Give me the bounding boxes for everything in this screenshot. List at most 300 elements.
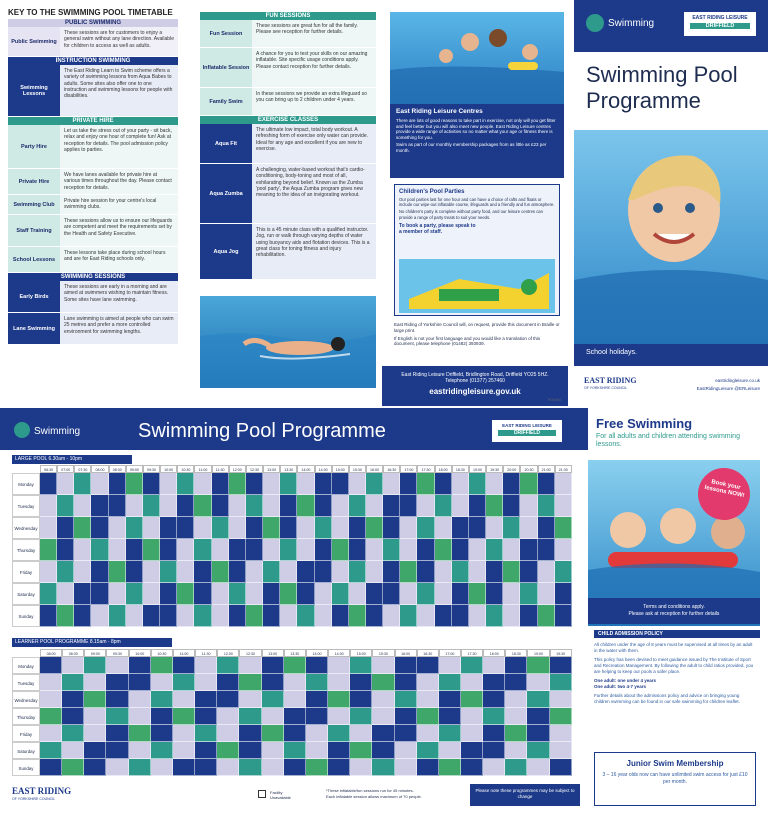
large-pool-time-0800: 08:00 bbox=[91, 465, 108, 473]
cover-er-logo: EAST RIDING bbox=[584, 376, 637, 385]
large-pool-row-wednesday bbox=[12, 517, 572, 539]
learner-pool-slot bbox=[284, 657, 306, 674]
learner-pool-slot bbox=[195, 742, 217, 759]
learner-pool-slot bbox=[527, 725, 549, 742]
key-row-school: School Lessons These lessons take place during school hours and are for East Riding schools only. bbox=[8, 247, 178, 273]
learner-pool-time-1930: 19:30 bbox=[550, 649, 572, 657]
large-pool-slot bbox=[109, 561, 126, 583]
large-pool-slot bbox=[315, 583, 332, 605]
cover-caption: School holidays. bbox=[574, 344, 768, 366]
sessions-header: SWIMMING SESSIONS bbox=[8, 273, 178, 281]
large-pool-day-label: Tuesday bbox=[12, 495, 40, 517]
party-text: Our pool parties last for one hour and can have a choice of rafts and floats or include our wipe-out inflatable course, lifeguards and a friendly and fun atmosphere. bbox=[399, 197, 555, 208]
large-pool-slot bbox=[452, 473, 469, 495]
large-pool-slot bbox=[280, 495, 297, 517]
large-pool-slot bbox=[143, 517, 160, 539]
fun-header: FUN SESSIONS bbox=[200, 12, 376, 20]
learner-pool-slot bbox=[284, 674, 306, 691]
learner-pool-slot bbox=[483, 742, 505, 759]
large-pool-time-1430: 14:30 bbox=[315, 465, 332, 473]
large-pool-slot bbox=[143, 583, 160, 605]
large-pool-slot bbox=[212, 605, 229, 627]
large-pool-time-1030: 10:30 bbox=[177, 465, 194, 473]
large-pool-slot bbox=[332, 561, 349, 583]
large-pool-slot bbox=[366, 473, 383, 495]
learner-pool-slot bbox=[306, 708, 328, 725]
large-pool-slot bbox=[40, 517, 57, 539]
large-pool-slot bbox=[263, 495, 280, 517]
learner-pool-time-1430: 14:30 bbox=[328, 649, 350, 657]
address-box bbox=[382, 366, 568, 406]
large-pool-slot bbox=[297, 473, 314, 495]
learner-pool-slot bbox=[527, 759, 549, 776]
large-pool-slot bbox=[40, 561, 57, 583]
learner-pool-slot bbox=[217, 742, 239, 759]
cover-web[interactable]: eastridingleisure.co.uk bbox=[715, 378, 760, 383]
large-pool-slot bbox=[555, 517, 572, 539]
learner-pool-slot bbox=[483, 691, 505, 708]
fun-row-family: Family Swim In these sessions we provide an extra lifeguard so you can bring up to 2 children under 4 years. bbox=[200, 88, 376, 116]
key-row-lessons: Swimming Lessons The East Riding Learn to Swim scheme offers a variety of swimming lessons from Aqua Babes to adults. Some sites also offer one to one instruction and swimming lessons for people with disabilities. bbox=[8, 65, 178, 117]
learner-pool-slot bbox=[328, 725, 350, 742]
learner-pool-time-0930: 09:30 bbox=[106, 649, 128, 657]
large-pool-slot bbox=[109, 473, 126, 495]
large-pool-slot bbox=[383, 605, 400, 627]
learner-pool-slot bbox=[62, 674, 84, 691]
website-link[interactable]: eastridingleisure.gov.uk bbox=[429, 387, 521, 396]
learner-pool-slot bbox=[151, 759, 173, 776]
large-pool-slot bbox=[486, 473, 503, 495]
learner-pool-slot bbox=[395, 657, 417, 674]
large-pool-time-1900: 19:00 bbox=[469, 465, 486, 473]
large-pool-slot bbox=[263, 561, 280, 583]
large-pool-slot bbox=[469, 583, 486, 605]
large-pool-slot bbox=[435, 495, 452, 517]
large-pool-slot bbox=[315, 539, 332, 561]
learner-pool-slot bbox=[84, 657, 106, 674]
learner-pool-slot bbox=[217, 657, 239, 674]
learner-pool-slot bbox=[395, 759, 417, 776]
large-pool-slot bbox=[74, 517, 91, 539]
large-pool-day-label: Wednesday bbox=[12, 517, 40, 539]
learner-pool-row-tuesday bbox=[12, 674, 572, 691]
large-pool-slot bbox=[57, 473, 74, 495]
large-pool-slot bbox=[503, 517, 520, 539]
large-pool-time-1600: 16:00 bbox=[366, 465, 383, 473]
learner-pool-row-friday bbox=[12, 725, 572, 742]
large-pool-slot bbox=[143, 495, 160, 517]
learner-pool-slot bbox=[151, 725, 173, 742]
learner-pool-slot bbox=[195, 674, 217, 691]
learner-pool-slot bbox=[151, 657, 173, 674]
learner-pool-slot bbox=[106, 759, 128, 776]
learner-pool-slot bbox=[262, 759, 284, 776]
large-pool-slot bbox=[503, 539, 520, 561]
learner-pool-slot bbox=[40, 691, 62, 708]
large-pool-slot bbox=[246, 561, 263, 583]
large-pool-slot bbox=[109, 539, 126, 561]
large-pool-slot bbox=[349, 605, 366, 627]
learner-pool-time-0800: 08:00 bbox=[40, 649, 62, 657]
learner-pool-slot bbox=[372, 674, 394, 691]
learner-pool-slot bbox=[195, 759, 217, 776]
large-pool-slot bbox=[74, 583, 91, 605]
swimmer-illustration bbox=[200, 296, 376, 388]
large-pool-slot bbox=[246, 605, 263, 627]
learner-pool-slot bbox=[461, 657, 483, 674]
learner-pool-day-label: Monday bbox=[12, 657, 40, 674]
large-pool-slot bbox=[126, 561, 143, 583]
fun-row-inflatable: Inflatable Session A chance for you to test your skills on our amazing inflatable. Site specific usage conditions apply. Please contact reception for further details. bbox=[200, 48, 376, 88]
large-pool-slot bbox=[486, 539, 503, 561]
learner-pool-slot bbox=[239, 759, 261, 776]
large-pool-slot bbox=[503, 605, 520, 627]
learner-pool-slot bbox=[306, 742, 328, 759]
large-pool-slot bbox=[417, 583, 434, 605]
large-pool-time-0730: 07:30 bbox=[74, 465, 91, 473]
learner-pool-slot bbox=[483, 759, 505, 776]
learner-pool-slot bbox=[350, 759, 372, 776]
large-pool-slot bbox=[297, 539, 314, 561]
learner-pool-slot bbox=[173, 708, 195, 725]
large-pool-slot bbox=[160, 561, 177, 583]
doc-code: PD1094 bbox=[548, 398, 561, 402]
large-pool-slot bbox=[109, 517, 126, 539]
learner-pool-slot bbox=[62, 657, 84, 674]
large-pool-slot bbox=[280, 539, 297, 561]
large-pool-time-1300: 13:00 bbox=[263, 465, 280, 473]
large-pool-slot bbox=[212, 495, 229, 517]
large-pool-slot bbox=[503, 495, 520, 517]
large-pool-slot bbox=[383, 561, 400, 583]
learner-pool-time-1330: 13:30 bbox=[284, 649, 306, 657]
learner-pool-slot bbox=[527, 674, 549, 691]
large-pool-slot bbox=[315, 473, 332, 495]
large-pool-slot bbox=[40, 605, 57, 627]
learner-pool-day-label: Wednesday bbox=[12, 691, 40, 708]
learner-pool-slot bbox=[550, 742, 572, 759]
free-title: Free Swimming bbox=[596, 416, 693, 431]
centres-text: There are lots of good reasons to take part in exercise, not only will you get fitter and feel better but you will also meet new people. East Riding Leisure centres provide a wide range of activities so no matter what your age or fitness there is something for you. bbox=[396, 118, 556, 140]
learner-pool-time-1800: 18:00 bbox=[483, 649, 505, 657]
learner-pool-slot bbox=[129, 657, 151, 674]
large-pool-slot bbox=[91, 605, 108, 627]
large-pool-slot bbox=[57, 495, 74, 517]
large-pool-row-saturday bbox=[12, 583, 572, 605]
cover bbox=[574, 0, 768, 406]
cover-social[interactable]: EastRidingLeisure @ERLeisure bbox=[696, 386, 760, 391]
timetable-panel bbox=[0, 408, 588, 816]
large-pool-slot bbox=[126, 473, 143, 495]
learner-pool-time-1030: 10:30 bbox=[151, 649, 173, 657]
learner-pool-slot bbox=[239, 691, 261, 708]
learner-pool-slot bbox=[461, 759, 483, 776]
large-pool-slot bbox=[194, 517, 211, 539]
learner-pool-slot bbox=[262, 691, 284, 708]
learner-pool-slot bbox=[505, 708, 527, 725]
learner-pool-time-1100: 11:00 bbox=[173, 649, 195, 657]
learner-pool-slot bbox=[306, 759, 328, 776]
large-pool-slot bbox=[452, 583, 469, 605]
learner-pool-slot bbox=[505, 674, 527, 691]
learner-pool-slot bbox=[306, 657, 328, 674]
large-pool-slot bbox=[194, 605, 211, 627]
large-pool-slot bbox=[486, 605, 503, 627]
learner-pool-slot bbox=[439, 742, 461, 759]
large-pool-slot bbox=[452, 561, 469, 583]
large-pool-slot bbox=[109, 495, 126, 517]
learner-pool-slot bbox=[417, 674, 439, 691]
learner-pool-slot bbox=[84, 674, 106, 691]
learner-pool-slot bbox=[395, 742, 417, 759]
learner-pool-time-0900: 09:00 bbox=[84, 649, 106, 657]
learner-pool-slot bbox=[306, 674, 328, 691]
large-pool-slot bbox=[417, 473, 434, 495]
large-pool-slot bbox=[280, 517, 297, 539]
large-pool-row-tuesday bbox=[12, 495, 572, 517]
large-pool-slot bbox=[229, 473, 246, 495]
large-pool-slot bbox=[57, 605, 74, 627]
learner-pool-slot bbox=[505, 725, 527, 742]
learner-pool-slot bbox=[483, 657, 505, 674]
large-pool-slot bbox=[538, 561, 555, 583]
large-pool-grid bbox=[12, 465, 572, 627]
large-pool-day-label: Monday bbox=[12, 473, 40, 495]
learner-pool-slot bbox=[84, 725, 106, 742]
learner-pool-slot bbox=[151, 691, 173, 708]
large-pool-slot bbox=[400, 495, 417, 517]
large-pool-slot bbox=[349, 539, 366, 561]
large-pool-slot bbox=[212, 583, 229, 605]
large-pool-slot bbox=[74, 561, 91, 583]
large-pool-slot bbox=[520, 605, 537, 627]
junior-box bbox=[594, 752, 756, 806]
learner-pool-slot bbox=[195, 691, 217, 708]
large-pool-slot bbox=[160, 473, 177, 495]
learner-pool-slot bbox=[40, 708, 62, 725]
facility-legend: Facility Unavailable bbox=[270, 790, 291, 800]
large-pool-slot bbox=[520, 539, 537, 561]
large-pool-slot bbox=[177, 517, 194, 539]
large-pool-slot bbox=[366, 605, 383, 627]
learner-pool-time-1830: 18:30 bbox=[505, 649, 527, 657]
large-pool-slot bbox=[74, 605, 91, 627]
large-pool-slot bbox=[383, 495, 400, 517]
large-pool-slot bbox=[229, 517, 246, 539]
learner-pool-slot bbox=[439, 759, 461, 776]
large-pool-row-sunday bbox=[12, 605, 572, 627]
large-pool-slot bbox=[417, 561, 434, 583]
learner-pool-slot bbox=[439, 657, 461, 674]
book-now-badge[interactable]: Book your lessons NOW! bbox=[693, 463, 755, 525]
learner-pool-row-wednesday bbox=[12, 691, 572, 708]
timetable-header bbox=[0, 408, 588, 450]
learner-pool-slot bbox=[372, 691, 394, 708]
terms-box: Terms and conditions apply. Please ask at reception for further details bbox=[588, 598, 760, 624]
learner-pool-slot bbox=[461, 691, 483, 708]
junior-text: 3 – 16 year olds now can have unlimited swim access for just £10 per month. bbox=[602, 772, 748, 785]
timetable-er-logo: EAST RIDING bbox=[12, 786, 72, 796]
large-pool-slot bbox=[57, 539, 74, 561]
large-pool-slot bbox=[435, 583, 452, 605]
learner-pool-slot bbox=[106, 657, 128, 674]
large-pool-slot bbox=[520, 561, 537, 583]
large-pool-slot bbox=[280, 561, 297, 583]
key-panel bbox=[8, 8, 178, 345]
large-pool-slot bbox=[126, 605, 143, 627]
learner-pool-slot bbox=[173, 674, 195, 691]
large-pool-slot bbox=[383, 583, 400, 605]
timetable-logo: EAST RIDING LEISURE DRIFFIELD bbox=[492, 420, 562, 442]
learner-pool-slot bbox=[350, 742, 372, 759]
learner-pool-slot bbox=[372, 708, 394, 725]
learner-pool-slot bbox=[417, 725, 439, 742]
learner-pool-slot bbox=[284, 708, 306, 725]
large-pool-slot bbox=[263, 473, 280, 495]
large-pool-slot bbox=[143, 605, 160, 627]
public-header: PUBLIC SWIMMING bbox=[8, 19, 178, 27]
large-pool-slot bbox=[297, 517, 314, 539]
large-pool-row-thursday bbox=[12, 539, 572, 561]
learner-pool-slot bbox=[84, 742, 106, 759]
learner-pool-slot bbox=[395, 708, 417, 725]
cover-title: Swimming Pool Programme bbox=[586, 62, 738, 113]
large-pool-slot bbox=[160, 517, 177, 539]
free-sub: For all adults and children attending swimming lessons. bbox=[596, 433, 740, 448]
large-pool-slot bbox=[435, 473, 452, 495]
large-pool-slot bbox=[332, 495, 349, 517]
large-pool-slot bbox=[383, 473, 400, 495]
learner-pool-time-1400: 14:00 bbox=[306, 649, 328, 657]
large-pool-slot bbox=[40, 583, 57, 605]
learner-pool-slot bbox=[550, 725, 572, 742]
large-pool-time-1000: 10:00 bbox=[160, 465, 177, 473]
swim-logo-icon-2 bbox=[14, 422, 30, 438]
large-pool-slot bbox=[349, 517, 366, 539]
learner-pool-row-saturday bbox=[12, 742, 572, 759]
learner-pool-slot bbox=[306, 691, 328, 708]
large-pool-slot bbox=[349, 473, 366, 495]
learner-pool-slot bbox=[195, 708, 217, 725]
large-pool-slot bbox=[246, 517, 263, 539]
timetable-er-sub: OF YORKSHIRE COUNCIL bbox=[12, 797, 56, 801]
large-pool-slot bbox=[400, 517, 417, 539]
large-pool-slot bbox=[452, 605, 469, 627]
party-title: Children's Pool Parties bbox=[399, 189, 465, 195]
large-pool-slot bbox=[91, 561, 108, 583]
learner-pool-slot bbox=[106, 742, 128, 759]
large-pool-slot bbox=[520, 517, 537, 539]
learner-pool-row-thursday bbox=[12, 708, 572, 725]
large-pool-slot bbox=[520, 495, 537, 517]
learner-pool-slot bbox=[40, 657, 62, 674]
learner-pool-slot bbox=[151, 674, 173, 691]
large-pool-slot bbox=[469, 539, 486, 561]
large-pool-slot bbox=[538, 605, 555, 627]
learner-pool-slot bbox=[40, 759, 62, 776]
learner-pool-slot bbox=[439, 725, 461, 742]
learner-pool-slot bbox=[106, 691, 128, 708]
learner-pool-slot bbox=[106, 708, 128, 725]
large-pool-slot bbox=[469, 517, 486, 539]
large-pool-slot bbox=[280, 605, 297, 627]
large-pool-slot bbox=[332, 517, 349, 539]
key-title: KEY TO THE SWIMMING POOL TIMETABLE bbox=[8, 8, 173, 17]
learner-pool-slot bbox=[306, 725, 328, 742]
large-pool-time-1230: 12:30 bbox=[246, 465, 263, 473]
large-pool-time-2000: 20:00 bbox=[503, 465, 520, 473]
learner-pool-slot bbox=[173, 742, 195, 759]
learner-pool-slot bbox=[129, 759, 151, 776]
learner-pool-label: LEARNER POOL PROGRAMME 8.15am - 8pm bbox=[12, 638, 172, 647]
large-pool-slot bbox=[400, 605, 417, 627]
large-pool-slot bbox=[246, 583, 263, 605]
learner-pool-slot bbox=[239, 708, 261, 725]
large-pool-slot bbox=[229, 539, 246, 561]
party-box bbox=[394, 184, 560, 316]
large-pool-label: LARGE POOL 6.30am - 10pm bbox=[12, 455, 132, 464]
large-pool-slot bbox=[486, 583, 503, 605]
learner-pool-time-1130: 11:30 bbox=[195, 649, 217, 657]
large-pool-slot bbox=[452, 539, 469, 561]
learner-pool-slot bbox=[505, 759, 527, 776]
large-pool-slot bbox=[469, 561, 486, 583]
large-pool-slot bbox=[503, 583, 520, 605]
cover-brand: Swimming bbox=[608, 18, 655, 29]
large-pool-slot bbox=[383, 517, 400, 539]
swim-logo-icon bbox=[586, 14, 604, 32]
large-pool-slot bbox=[435, 517, 452, 539]
large-pool-slot bbox=[160, 583, 177, 605]
large-pool-slot bbox=[109, 605, 126, 627]
learner-pool-slot bbox=[262, 657, 284, 674]
large-pool-slot bbox=[177, 605, 194, 627]
learner-pool-slot bbox=[262, 674, 284, 691]
learner-pool-slot bbox=[106, 674, 128, 691]
large-pool-slot bbox=[538, 539, 555, 561]
large-pool-slot bbox=[417, 517, 434, 539]
learner-pool-slot bbox=[62, 759, 84, 776]
large-pool-slot bbox=[126, 495, 143, 517]
large-pool-slot bbox=[57, 561, 74, 583]
large-pool-slot bbox=[349, 561, 366, 583]
large-pool-day-label: Sunday bbox=[12, 605, 40, 627]
large-pool-slot bbox=[194, 495, 211, 517]
large-pool-slot bbox=[366, 495, 383, 517]
large-pool-time-1530: 15:30 bbox=[349, 465, 366, 473]
learner-pool-slot bbox=[483, 674, 505, 691]
learner-pool-slot bbox=[461, 708, 483, 725]
learner-pool-day-label: Friday bbox=[12, 725, 40, 742]
large-pool-slot bbox=[74, 473, 91, 495]
learner-pool-slot bbox=[62, 691, 84, 708]
large-pool-slot bbox=[194, 561, 211, 583]
large-pool-slot bbox=[332, 583, 349, 605]
large-pool-slot bbox=[297, 583, 314, 605]
learner-pool-slot bbox=[439, 708, 461, 725]
large-pool-time-1200: 12:00 bbox=[229, 465, 246, 473]
large-pool-slot bbox=[349, 583, 366, 605]
large-pool-slot bbox=[555, 561, 572, 583]
policy-text: All children under the age of 8 years must be supervised at all times by an adult in the water with them. This policy has been devised to meet guidance issued by The Institute of Sport and Recreation Management. By following the adult to child ratios provided, you are helping to keep our pools a safer place. One adult: one under 4 years One adult: two 4-7 years Further details about the admissions policy and advice on bringing young children swimming can be found in our safe swimming for children leaflet. bbox=[594, 642, 754, 704]
key-row-early: Early Birds These sessions are early in a morning and are aimed at swimmers wishing to maintain fitness. Some sites have lane swimming. bbox=[8, 281, 178, 313]
learner-pool-slot bbox=[483, 708, 505, 725]
learner-pool-time-1730: 17:30 bbox=[461, 649, 483, 657]
key-row-party: Party Hire Let us take the stress out of your party - sit back, relax and enjoy one hour of complete fun! Ask at reception for details. The pool admission policy applies to parties. bbox=[8, 125, 178, 169]
learner-pool-slot bbox=[106, 725, 128, 742]
large-pool-slot bbox=[263, 583, 280, 605]
large-pool-slot bbox=[280, 583, 297, 605]
